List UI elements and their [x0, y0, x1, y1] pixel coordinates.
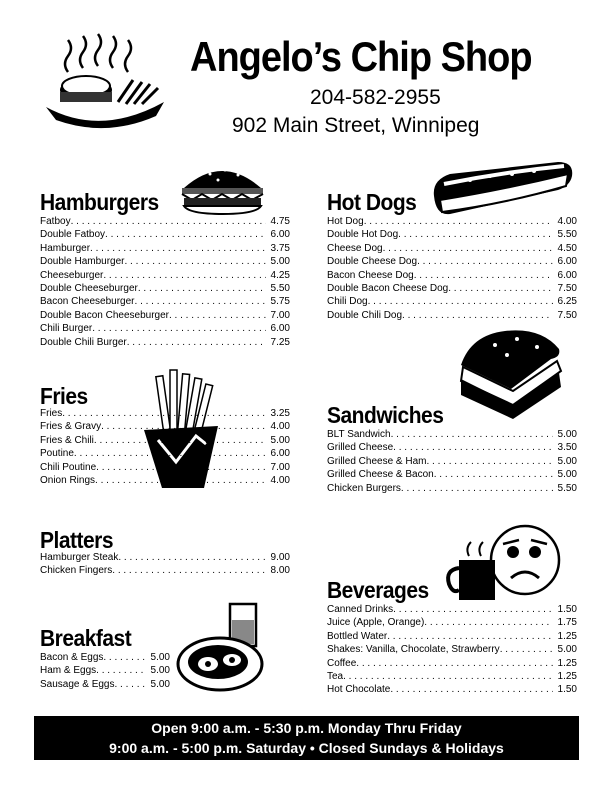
menu-item: Cheeseburger . . . 4.25 — [40, 269, 290, 282]
menu-item: Bacon & Eggs . . . 5.00 — [40, 651, 170, 664]
menu-item: Double Cheeseburger . . . 5.50 — [40, 282, 290, 295]
menu-item: Coffee . . . 1.25 — [327, 657, 577, 670]
menu-item: Chili Dog . . . 6.25 — [327, 295, 577, 308]
section-title-beverages: Beverages — [327, 578, 429, 604]
menu-item: Grilled Cheese & Ham . . . 5.00 — [327, 455, 577, 468]
menu-item: Tea . . . 1.25 — [327, 670, 577, 683]
menu-item: Ham & Eggs . . . 5.00 — [40, 664, 170, 677]
menu-item: Double Bacon Cheeseburger . . . 7.00 — [40, 309, 290, 322]
menu-item: Cheese Dog . . . 4.50 — [327, 242, 577, 255]
menu-item: Hot Chocolate . . . 1.50 — [327, 683, 577, 696]
menu-item: Double Chili Dog . . . 7.50 — [327, 309, 577, 322]
menu-item: Chili Burger . . . 6.00 — [40, 322, 290, 335]
menu-item: Grilled Cheese & Bacon . . . 5.00 — [327, 468, 577, 481]
hours-weekend: 9:00 a.m. - 5:00 p.m. Saturday • Closed Sundays & Holidays — [109, 740, 504, 756]
menu-item: BLT Sandwich . . . 5.00 — [327, 428, 577, 441]
menu-item: Juice (Apple, Orange) . . . 1.75 — [327, 616, 577, 629]
menu-item: Fatboy . . . 4.75 — [40, 215, 290, 228]
section-title-sandwiches: Sandwiches — [327, 403, 444, 429]
menu-item: Fries & Gravy . . . 4.00 — [40, 420, 290, 433]
hamburgers-list — [40, 215, 290, 349]
hours-weekday: Open 9:00 a.m. - 5:30 p.m. Monday Thru Friday — [151, 720, 462, 736]
menu-item: Hamburger . . . 3.75 — [40, 242, 290, 255]
hours-banner — [34, 716, 579, 760]
section-title-platters: Platters — [40, 528, 114, 554]
menu-item: Bacon Cheeseburger . . . 5.75 — [40, 295, 290, 308]
menu-item: Fries & Chili . . . 5.00 — [40, 434, 290, 447]
sandwiches-list — [327, 428, 577, 495]
section-title-breakfast: Breakfast — [40, 626, 132, 652]
section-title-fries: Fries — [40, 384, 88, 410]
phone-number: 204-582-2955 — [310, 86, 441, 109]
breakfast-plate-icon — [176, 600, 272, 696]
sandwich-icon — [455, 325, 565, 420]
menu-item: Hot Dog . . . 4.00 — [327, 215, 577, 228]
hamburger-icon — [180, 160, 265, 215]
menu-item: Hamburger Steak . . . 9.00 — [40, 551, 290, 564]
menu-item: Onion Rings . . . 4.00 — [40, 474, 290, 487]
menu-item: Double Hot Dog . . . 5.50 — [327, 228, 577, 241]
menu-item: Bottled Water . . . 1.25 — [327, 630, 577, 643]
fries-list — [40, 407, 290, 487]
section-title-hotdogs: Hot Dogs — [327, 190, 417, 216]
menu-item: Double Fatboy . . . 6.00 — [40, 228, 290, 241]
breakfast-list — [40, 651, 170, 691]
menu-item: Double Chili Burger . . . 7.25 — [40, 336, 290, 349]
menu-item: Double Hamburger . . . 5.00 — [40, 255, 290, 268]
hotdogs-list — [327, 215, 577, 322]
menu-item: Grilled Cheese . . . 3.50 — [327, 441, 577, 454]
menu-item: Chicken Fingers . . . 8.00 — [40, 564, 290, 577]
menu-item: Shakes: Vanilla, Chocolate, Strawberry . . . 5.00 — [327, 643, 577, 656]
menu-item: Chicken Burgers . . . 5.50 — [327, 482, 577, 495]
menu-item: Double Bacon Cheese Dog . . . 7.50 — [327, 282, 577, 295]
menu-item: Fries . . . 3.25 — [40, 407, 290, 420]
platters-list — [40, 551, 290, 578]
burger-plate-icon — [38, 32, 168, 132]
menu-item: Canned Drinks . . . 1.50 — [327, 603, 577, 616]
section-title-hamburgers: Hamburgers — [40, 190, 159, 216]
hot-dog-icon — [430, 158, 575, 220]
sad-face-coffee-icon — [445, 522, 565, 604]
menu-item: Poutine . . . 6.00 — [40, 447, 290, 460]
menu-item: Chili Poutine . . . 7.00 — [40, 461, 290, 474]
beverages-list — [327, 603, 577, 697]
address: 902 Main Street, Winnipeg — [232, 114, 480, 137]
menu-item: Bacon Cheese Dog . . . 6.00 — [327, 269, 577, 282]
shop-title: Angelo’s Chip Shop — [190, 34, 532, 82]
menu-item: Double Cheese Dog . . . 6.00 — [327, 255, 577, 268]
menu-item: Sausage & Eggs . . . 5.00 — [40, 678, 170, 691]
